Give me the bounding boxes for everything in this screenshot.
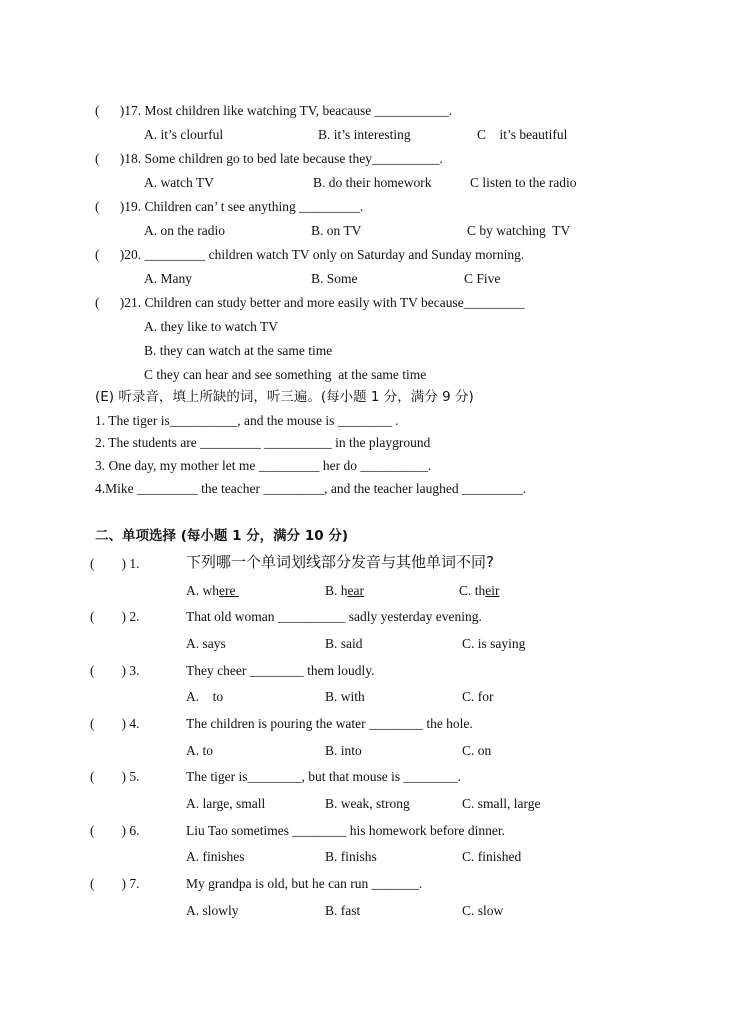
p2-q3-number: ( ) 3.	[90, 663, 140, 678]
q20-stem: ( )20. _________ children watch TV only on Saturday and Sunday morning.	[95, 247, 525, 262]
p2-q5-number: ( ) 5.	[90, 769, 140, 784]
q20-option-a: A. Many	[144, 271, 192, 286]
p2-q7-stem: My grandpa is old, but he can run _______.	[186, 876, 423, 891]
q18-option-a: A. watch TV	[144, 175, 214, 190]
section-e-line-4: 4.Mike _________ the teacher _________, and the teacher laughed _________.	[95, 481, 527, 496]
q19-option-b: B. on TV	[311, 223, 362, 238]
p2-q6-option-b: B. finishs	[325, 849, 377, 864]
p2-q1-stem: 下列哪一个单词划线部分发音与其他单词不同?	[186, 553, 494, 571]
q21-option-c: C they can hear and see something at the same time	[144, 367, 427, 382]
p2-q2-option-c: C. is saying	[462, 636, 526, 651]
p2-q4-number: ( ) 4.	[90, 716, 140, 731]
section-e-line-3: 3. One day, my mother let me _________ her do __________.	[95, 458, 432, 473]
p2-q7-option-b: B. fast	[325, 903, 361, 918]
p2-q7-option-a: A. slowly	[186, 903, 239, 918]
p2-q1-option-a: A. where	[186, 583, 239, 598]
section-e-line-1: 1. The tiger is__________, and the mouse is ________ .	[95, 413, 399, 428]
p2-q3-option-b: B. with	[325, 689, 365, 704]
p2-q7-number: ( ) 7.	[90, 876, 140, 891]
p2-q6-option-a: A. finishes	[186, 849, 245, 864]
q19-option-c: C by watching TV	[467, 223, 571, 238]
p2-q5-option-c: C. small, large	[462, 796, 541, 811]
q19-option-a: A. on the radio	[144, 223, 225, 238]
q21-stem: ( )21. Children can study better and more easily with TV because_________	[95, 295, 525, 310]
p2-q1-option-b: B. hear	[325, 583, 364, 598]
p2-q6-stem: Liu Tao sometimes ________ his homework before dinner.	[186, 823, 506, 838]
p2-q5-option-a: A. large, small	[186, 796, 266, 811]
p2-q2-stem: That old woman __________ sadly yesterday evening.	[186, 609, 482, 624]
p2-q3-option-a: A. to	[186, 689, 224, 704]
p2-q1-number: ( ) 1.	[90, 556, 140, 571]
p2-q1-option-c: C. their	[459, 583, 500, 598]
q17-option-b: B. it’s interesting	[318, 127, 411, 142]
q17-option-c: C it’s beautiful	[477, 127, 568, 142]
p2-q2-option-b: B. said	[325, 636, 363, 651]
p2-q3-stem: They cheer ________ them loudly.	[186, 663, 375, 678]
section-e-line-2: 2. The students are _________ __________ in the playground	[95, 435, 431, 450]
p2-q6-option-c: C. finished	[462, 849, 522, 864]
q17-option-a: A. it’s clourful	[144, 127, 224, 142]
q20-option-b: B. Some	[311, 271, 358, 286]
part-2-title: 二、单项选择 (每小题 1 分，满分 10 分)	[95, 528, 349, 544]
q19-stem: ( )19. Children can’ t see anything _________.	[95, 199, 364, 214]
q18-option-b: B. do their homework	[313, 175, 432, 190]
q18-option-c: C listen to the radio	[470, 175, 577, 190]
p2-q4-option-b: B. into	[325, 743, 362, 758]
q21-option-b: B. they can watch at the same time	[144, 343, 333, 358]
p2-q4-stem: The children is pouring the water ________ the hole.	[186, 716, 473, 731]
p2-q3-option-c: C. for	[462, 689, 494, 704]
q20-option-c: C Five	[464, 271, 501, 286]
p2-q4-option-c: C. on	[462, 743, 492, 758]
q17-stem: ( )17. Most children like watching TV, beacause ___________.	[95, 103, 453, 118]
p2-q5-option-b: B. weak, strong	[325, 796, 410, 811]
p2-q5-stem: The tiger is________, but that mouse is ________.	[186, 769, 461, 784]
p2-q4-option-a: A. to	[186, 743, 213, 758]
q18-stem: ( )18. Some children go to bed late because they__________.	[95, 151, 443, 166]
q21-option-a: A. they like to watch TV	[144, 319, 278, 334]
p2-q7-option-c: C. slow	[462, 903, 504, 918]
p2-q6-number: ( ) 6.	[90, 823, 140, 838]
p2-q2-number: ( ) 2.	[90, 609, 140, 624]
section-e-title: (E) 听录音，填上所缺的词，听三遍。(每小题 1 分，满分 9 分)	[95, 389, 474, 405]
p2-q2-option-a: A. says	[186, 636, 226, 651]
